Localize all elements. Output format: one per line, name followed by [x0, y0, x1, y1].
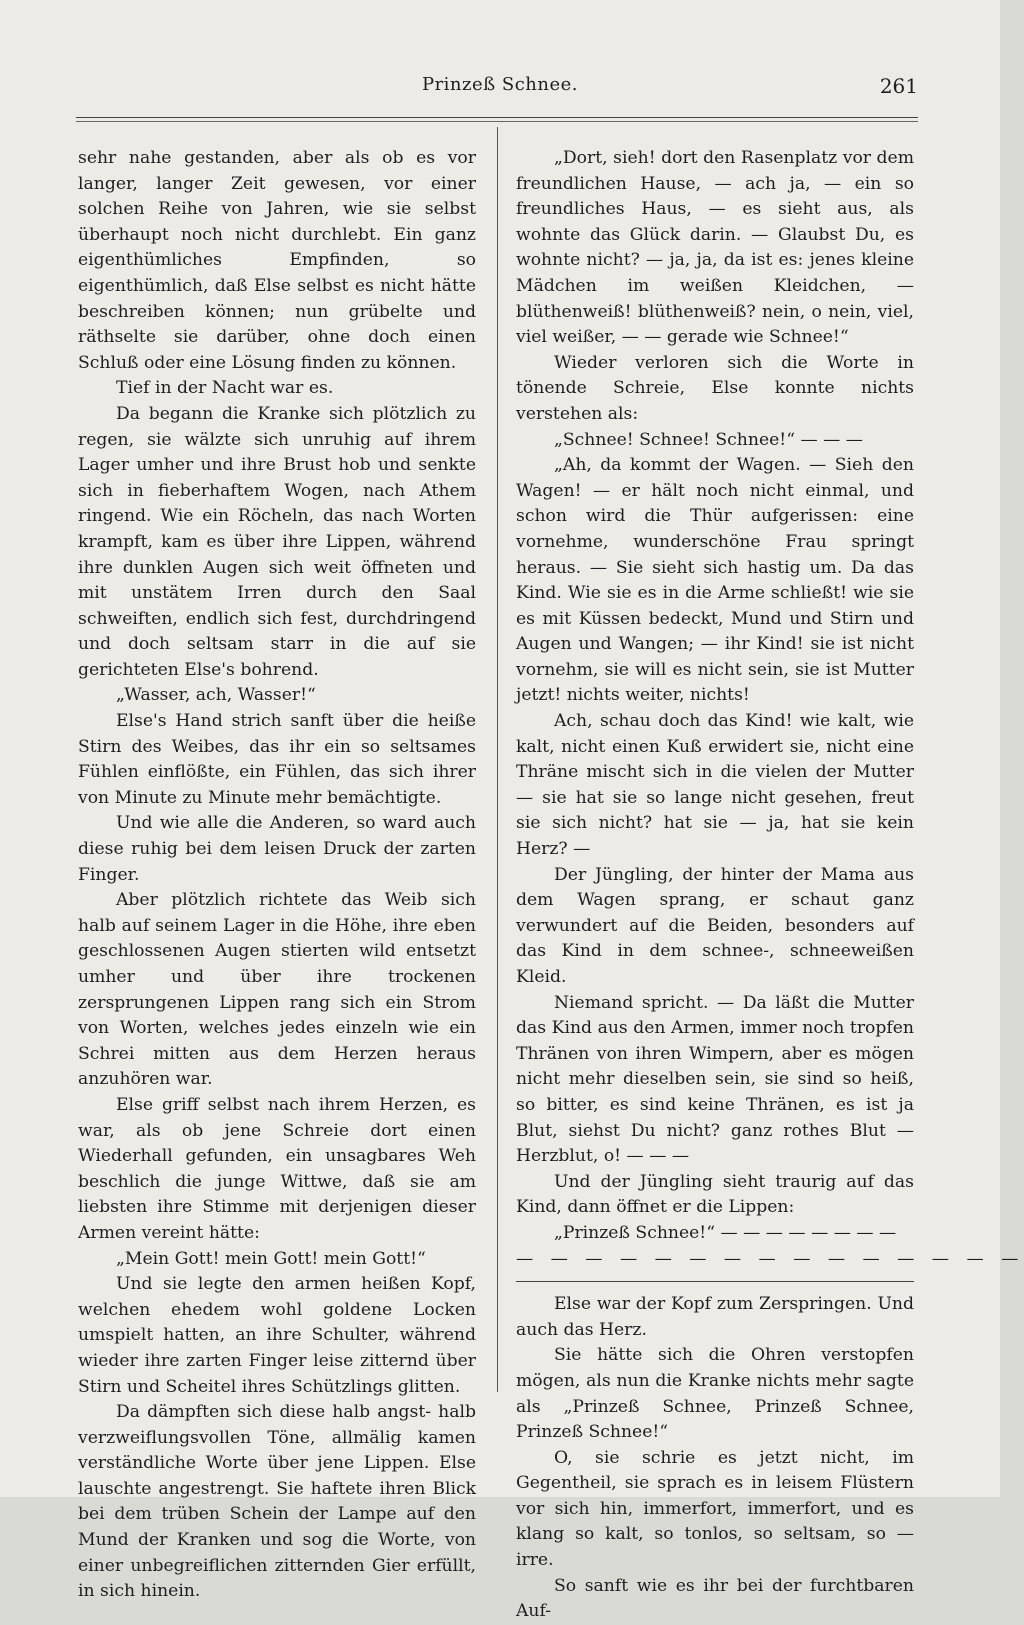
column-divider — [497, 127, 498, 1392]
paragraph: Wieder verloren sich die Worte in tönende Schreie, Else konnte nichts verstehen als: — [516, 352, 914, 424]
running-title: Prinzeß Schnee. — [421, 74, 579, 95]
section-rule — [516, 1281, 914, 1282]
paragraph: Und der Jüngling sieht traurig auf das Kind, dann öffnet er die Lippen: — [516, 1171, 914, 1218]
paragraph: „Prinzeß Schnee!“ — — — — — — — — — [554, 1222, 897, 1243]
paragraph: Da begann die Kranke sich plötzlich zu regen, sie wälzte sich unruhig auf ihrem Lager umher und ihre Brust hob und senkte sich in fieberhaftem Wogen, nach Athem ringend. Wie ein Röcheln, das nach Worten krampft, kam es über ihre Lippen, während ihre dunklen Augen sich weit öffneten und mit unstätem Irren durch den Saal schweiften, endlich sich fest, durchdringend und doch seltsam starr in die auf sie gerichteten Else's bohrend. — [78, 403, 476, 680]
paragraph: „Wasser, ach, Wasser!“ — [116, 685, 316, 706]
paragraph: So sanft wie es ihr bei der furchtbaren Auf- — [516, 1575, 914, 1622]
paragraph: „Mein Gott! mein Gott! mein Gott!“ — [116, 1248, 426, 1269]
page-number: 261 — [879, 74, 918, 98]
paragraph: Else war der Kopf zum Zerspringen. Und auch das Herz. — [516, 1294, 914, 1340]
paragraph: Und wie alle die Anderen, so ward auch diese ruhig bei dem leisen Druck der zarten Finger. — [78, 813, 476, 885]
dash-line: — — — — — — — — — — — — — — — — [516, 1248, 1024, 1269]
header-rule-thin — [76, 121, 918, 122]
paragraph: Ach, schau doch das Kind! wie kalt, wie kalt, nicht einen Kuß erwidert sie, nicht eine Thräne mischt sich in die vielen der Mutter — sie hat sie so lange nicht gesehen, freut sie sich nicht? hat sie — ja, hat sie kein Herz? — — [516, 711, 914, 860]
paragraph: Und sie legte den armen heißen Kopf, welchen ehedem wohl goldene Locken umspielt hatten, an ihre Schulter, während wieder ihre zarten Finger leise zitternd über Stirn und Scheitel ihres Schützlings glitten. — [78, 1274, 476, 1397]
paragraph: Tief in der Nacht war es. — [116, 378, 334, 399]
paragraph: „Dort, sieh! dort den Rasenplatz vor dem freundlichen Hause, — ach ja, — ein so freundliches Haus, — es sieht aus, als wohnte das Glück darin. — Glaubst Du, es wohnte nicht? — ja, ja, da ist es: jenes kleine Mädchen im weißen Kleidchen, — blüthenweiß! blüthenweiß? nein, o nein, viel, viel weißer, — — gerade wie Schnee!“ — [516, 148, 914, 348]
paragraph: Aber plötzlich richtete das Weib sich halb auf seinem Lager in die Höhe, ihre eben geschlossenen Augen stierten wild entsetzt umher und über ihre trockenen zersprungenen Lippen rang sich ein Strom von Worten, welches jedes einzeln wie ein Schrei mitten aus dem Herzen heraus anzuhören war. — [78, 890, 476, 1090]
paragraph: Der Jüngling, der hinter der Mama aus dem Wagen sprang, er schaut ganz verwundert auf die Beiden, besonders auf das Kind in dem schnee-, schneeweißen Kleid. — [516, 864, 914, 987]
paragraph: Else's Hand strich sanft über die heiße Stirn des Weibes, das ihr ein so seltsames Fühlen einflößte, ein Fühlen, das sich ihrer von Minute zu Minute mehr bemächtigte. — [78, 711, 476, 808]
paragraph: Da dämpften sich diese halb angst- halb verzweiflungsvollen Töne, allmälig kamen verständliche Worte über jene Lippen. Else lauschte angestrengt. Sie haftete ihren Blick bei dem trüben Schein der Lampe auf den Mund der Kranken und sog die Worte, von einer unbegreiflichen zitternden Gier erfüllt, in sich hinein. — [78, 1402, 476, 1602]
left-column — [78, 146, 476, 1605]
paragraph: Else griff selbst nach ihrem Herzen, es war, als ob jene Schreie dort einen Wiederhall gefunden, ein unsagbares Weh beschlich die junge Wittwe, daß sie am liebsten ihre Stimme mit derjenigen dieser Armen vereint hätte: — [78, 1094, 476, 1243]
right-column — [516, 146, 1024, 1625]
paragraph: „Schnee! Schnee! Schnee!“ — — — — [554, 429, 863, 450]
header-rule-thick — [76, 117, 918, 118]
paragraph: sehr nahe gestanden, aber als ob es vor langer, langer Zeit gewesen, vor einer solchen Reihe von Jahren, wie sie selbst überhaupt noch nicht durchlebt. Ein ganz eigenthümliches Empfinden, so eigenthümlich, daß Else selbst es nicht hätte beschreiben können; nun grübelte und räthselte sie darüber, ohne doch einen Schluß oder eine Lösung finden zu können. — [78, 148, 476, 373]
paragraph: Niemand spricht. — Da läßt die Mutter das Kind aus den Armen, immer noch tropfen Thränen von ihren Wimpern, aber es mögen nicht mehr dieselben sein, sie sind so heiß, so bitter, es sind keine Thränen, es ist ja Blut, siehst Du nicht? ganz rothes Blut — Herzblut, o! — — — — [516, 992, 914, 1167]
paragraph: Sie hätte sich die Ohren verstopfen mögen, als nun die Kranke nichts mehr sagte als „Prinzeß Schnee, Prinzeß Schnee, Prinzeß Schnee!“ — [516, 1345, 914, 1443]
paragraph: O, sie schrie es jetzt nicht, im Gegentheil, sie sprach es in leisem Flüstern vor sich hin, immerfort, immerfort, und es klang so kalt, so tonlos, so seltsam, so — irre. — [516, 1447, 914, 1571]
paragraph: „Ah, da kommt der Wagen. — Sieh den Wagen! — er hält noch nicht einmal, und schon wird die Thür aufgerissen: eine vornehme, wunderschöne Frau springt heraus. — Sie sieht sich hastig um. Da das Kind. Wie sie es in die Arme schließt! wie sie es mit Küssen bedeckt, Mund und Stirn und Augen und Wangen; — ihr Kind! sie ist nicht vornehm, sie will es nicht sein, sie ist Mutter jetzt! nichts weiter, nichts! — [516, 455, 914, 706]
